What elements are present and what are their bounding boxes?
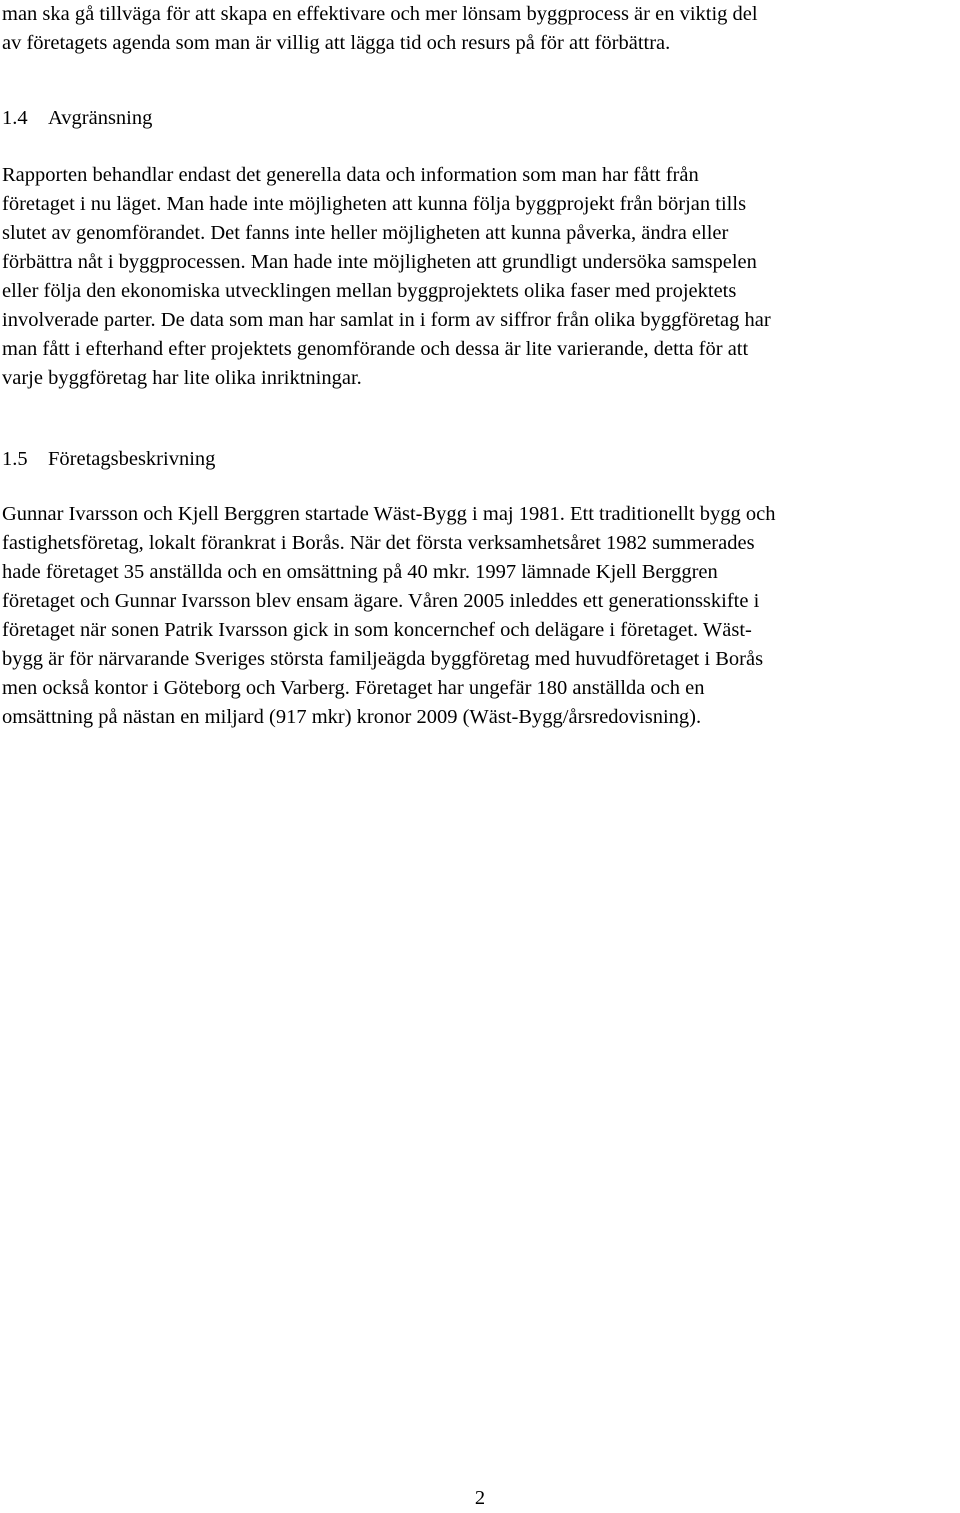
section-heading-foretagsbeskrivning <box>2 445 215 474</box>
section-title: Företagsbeskrivning <box>48 448 216 470</box>
section-body-foretagsbeskrivning: Gunnar Ivarsson och Kjell Berggren startade Wäst-Bygg i maj 1981. Ett traditionellt bygg och fastighetsföretag, lokalt förankrat i Borås. När det första verksamhetsåret 1982 summerades hade företaget 35 anställda och en omsättning på 40 mkr. 1997 lämnade Kjell Berggren företaget och Gunnar Ivarsson blev ensam ägare. Våren 2005 inleddes ett generationsskifte i företaget när sonen Patrik Ivarsson gick in som koncernchef och delägare i företaget. Wäst- bygg är för närvarande Sveriges största familjeägda byggföretag med huvudföretaget i Borås men också kontor i Göteborg och Varberg. Företaget har ungefär 180 anställda och en omsättning på nästan en miljard (917 mkr) kronor 2009 (Wäst-Bygg/årsredovisning). <box>2 503 776 728</box>
section-number: 1.4 <box>2 107 28 129</box>
page-number: 2 <box>474 1487 486 1509</box>
section-number: 1.5 <box>2 448 28 470</box>
section-heading-avgransning <box>2 104 152 133</box>
section-body-avgransning: Rapporten behandlar endast det generella data och information som man har fått från företaget i nu läget. Man hade inte möjligheten att kunna följa byggprojekt från början tills slutet av genomförandet. Det fanns inte heller möjligheten att kunna påverka, ändra eller förbättra nåt i byggprocessen. Man hade inte möjligheten att grundligt undersöka samspelen eller följa den ekonomiska utvecklingen mellan byggprojektets olika faser med projektets involverade parter. De data som man har samlat in i form av siffror från olika byggföretag har man fått i efterhand efter projektets genomförande och dessa är lite varierande, detta för att varje byggföretag har lite olika inriktningar. <box>2 164 771 389</box>
section-title: Avgränsning <box>48 107 153 129</box>
intro-paragraph-continuation: man ska gå tillväga för att skapa en effektivare och mer lönsam byggprocess är en viktig del av företagets agenda som man är villig att lägga tid och resurs på för att förbättra. <box>2 3 758 54</box>
